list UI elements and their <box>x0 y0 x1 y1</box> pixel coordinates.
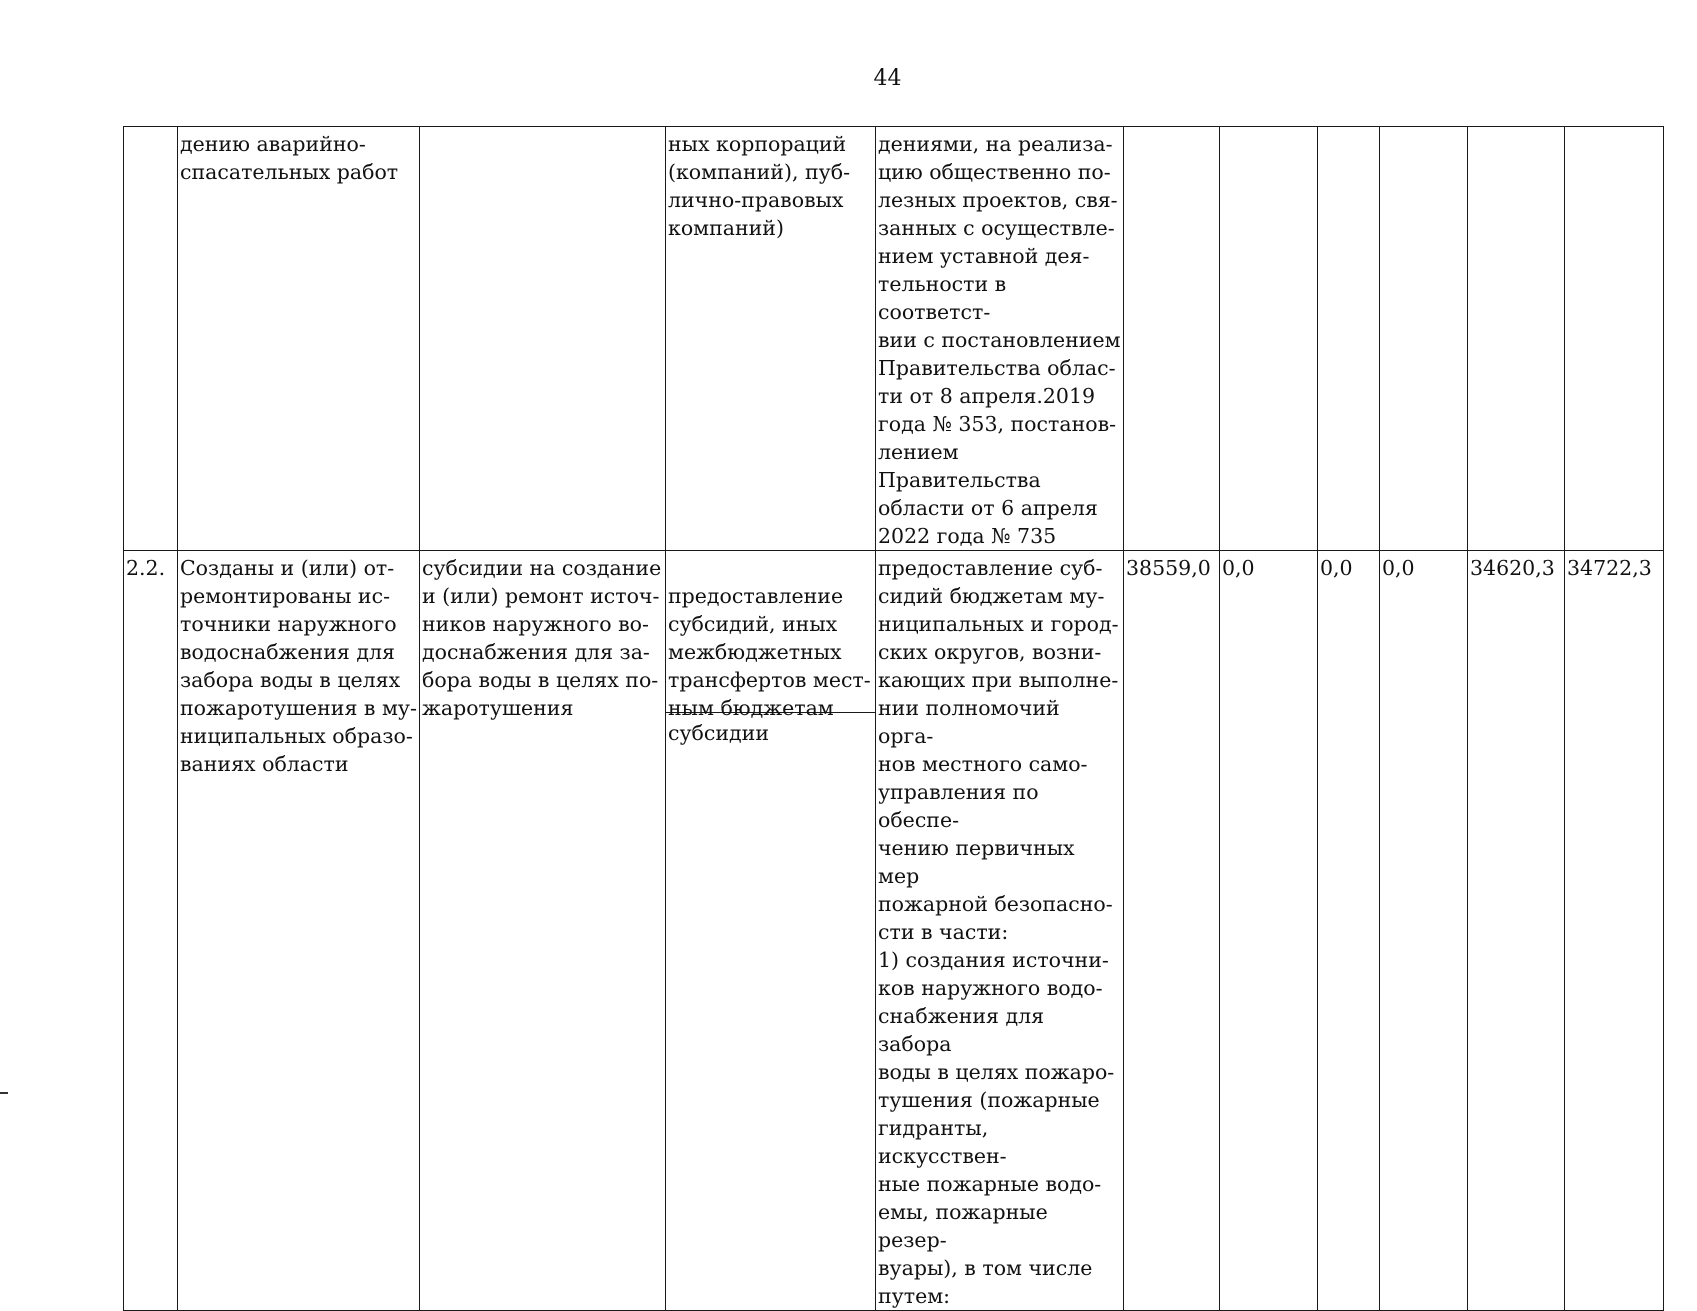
value-cell <box>1468 127 1565 551</box>
row-number-cell: 2.2. <box>124 551 178 1311</box>
description-cell: дениями, на реализа- цию общественно по- лезных проектов, свя- занных с осуществле- нием уставной дея- тельности в соответст- вии с постановлением Правительства облас- ти от 8 апреля.2019 года № 353, постанов- лением Правительства области от 6 апреля 2022 года № 735 <box>876 127 1124 551</box>
measures-table <box>123 126 1664 1311</box>
value-cell <box>1565 127 1664 551</box>
table-row <box>124 551 1664 1311</box>
page-number: 44 <box>873 66 902 91</box>
row-number-cell <box>124 127 178 551</box>
type-subcell-subsidies: субсидии <box>668 721 769 745</box>
table-row <box>124 127 1664 551</box>
type-cell: ных корпораций (компаний), пуб- лично-правовых компаний) <box>666 127 876 551</box>
measure-cell <box>420 127 666 551</box>
value-cell: 38559,0 <box>1124 551 1220 1311</box>
value-cell <box>1124 127 1220 551</box>
value-cell: 0,0 <box>1380 551 1468 1311</box>
type-subcell-transfers: предоставление субсидий, иных межбюджетных трансфертов мест- ным бюджетам <box>666 579 875 713</box>
result-cell: дению аварийно- спасательных работ <box>178 127 420 551</box>
type-cell <box>666 551 876 1311</box>
result-cell: Созданы и (или) от- ремонтированы ис- точники наружного водоснабжения для забора воды в целях пожаротушения в му- ниципальных образо- ваниях области <box>178 551 420 1311</box>
value-cell <box>1318 127 1380 551</box>
measure-cell: субсидии на создание и (или) ремонт источ- ников наружного во- доснабжения для за- бора воды в целях по- жаротушения <box>420 551 666 1311</box>
value-cell <box>1220 127 1318 551</box>
value-cell: 0,0 <box>1318 551 1380 1311</box>
margin-mark <box>0 1092 8 1094</box>
description-cell: предоставление суб- сидий бюджетам му- ниципальных и город- ских округов, возни- кающих при выполне- нии полномочий орга- нов местного само- управления по обеспе- чению первичных мер пожарной безопасно- сти в части: 1) создания источни- ков наружного водо- снабжения для забора воды в целях пожаро- тушения (пожарные гидранты, искусствен- ные пожарные водо- емы, пожарные резер- вуары), в том числе путем: <box>876 551 1124 1311</box>
value-cell: 34620,3 <box>1468 551 1565 1311</box>
value-cell: 34722,3 <box>1565 551 1664 1311</box>
value-cell <box>1380 127 1468 551</box>
value-cell: 0,0 <box>1220 551 1318 1311</box>
